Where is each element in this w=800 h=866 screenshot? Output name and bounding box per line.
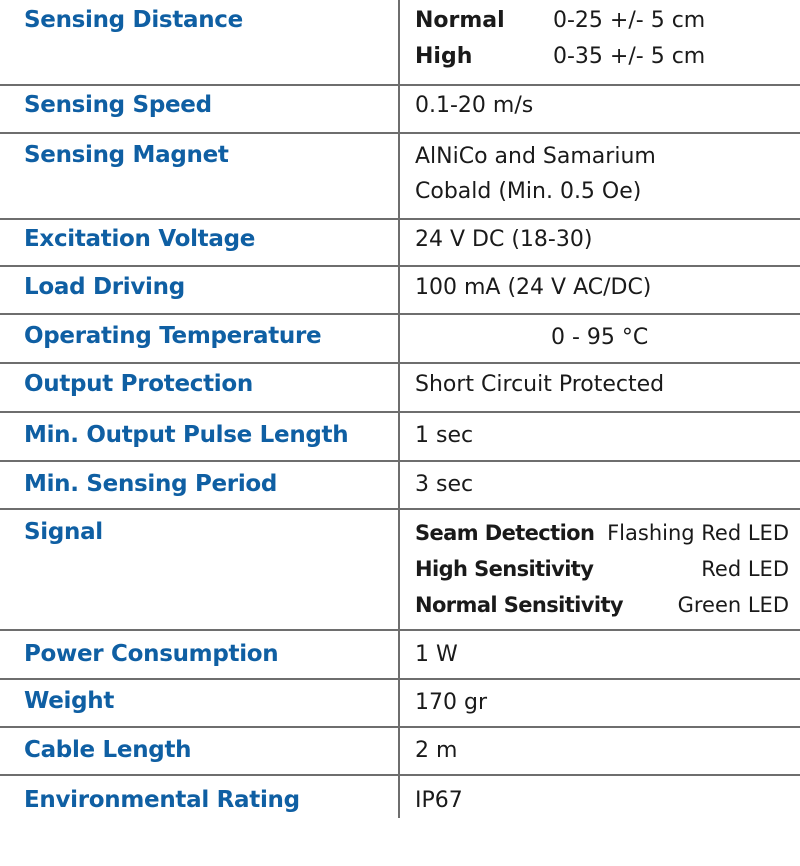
row-separator [0, 629, 800, 631]
row-label: Cable Length [24, 737, 192, 763]
row-separator [0, 678, 800, 680]
row-separator [0, 411, 800, 413]
row-value: 1 sec [415, 423, 474, 448]
row-value-line: Cobald (Min. 0.5 Oe) [415, 179, 642, 204]
row-label: Signal [24, 519, 103, 545]
row-value: IP67 [415, 788, 463, 813]
row-separator [0, 460, 800, 462]
row-label: Min. Sensing Period [24, 471, 278, 497]
row-value: 0 - 95 °C [551, 325, 649, 350]
row-value: 1 W [415, 642, 458, 667]
value-text: 0-35 +/- 5 cm [553, 44, 706, 69]
row-label: Operating Temperature [24, 323, 322, 349]
row-separator [0, 508, 800, 510]
value-name: Normal Sensitivity [415, 593, 623, 617]
row-value: 170 gr [415, 690, 487, 715]
value-text: Green LED [677, 593, 789, 617]
row-value: 0.1-20 m/s [415, 93, 534, 118]
row-label: Power Consumption [24, 641, 279, 667]
signal-line [415, 593, 789, 617]
row-value: 3 sec [415, 472, 474, 497]
value-name: Seam Detection [415, 521, 595, 545]
row-separator [0, 313, 800, 315]
row-label: Output Protection [24, 371, 253, 397]
row-label: Excitation Voltage [24, 226, 256, 252]
value-text: Red LED [701, 557, 789, 581]
row-value-line [415, 44, 706, 69]
row-value-line [415, 8, 706, 33]
row-label: Min. Output Pulse Length [24, 422, 349, 448]
row-label: Environmental Rating [24, 787, 300, 813]
row-label: Weight [24, 688, 115, 714]
value-name: High [415, 44, 473, 69]
column-divider [398, 0, 400, 818]
signal-line [415, 557, 789, 581]
row-value: 2 m [415, 738, 458, 763]
row-value-line: AlNiCo and Samarium [415, 144, 656, 169]
row-separator [0, 218, 800, 220]
row-value: 100 mA (24 V AC/DC) [415, 275, 652, 300]
value-name: High Sensitivity [415, 557, 594, 581]
row-label: Load Driving [24, 274, 185, 300]
row-label: Sensing Distance [24, 7, 243, 33]
row-value: 24 V DC (18-30) [415, 227, 593, 252]
row-value: Short Circuit Protected [415, 372, 665, 397]
row-label: Sensing Speed [24, 92, 212, 118]
row-separator [0, 132, 800, 134]
value-text: Flashing Red LED [607, 521, 789, 545]
row-label: Sensing Magnet [24, 142, 229, 168]
value-text: 0-25 +/- 5 cm [553, 8, 706, 33]
row-separator [0, 726, 800, 728]
row-separator [0, 774, 800, 776]
row-separator [0, 362, 800, 364]
row-separator [0, 84, 800, 86]
value-name: Normal [415, 8, 505, 33]
signal-line [415, 521, 789, 545]
row-separator [0, 265, 800, 267]
